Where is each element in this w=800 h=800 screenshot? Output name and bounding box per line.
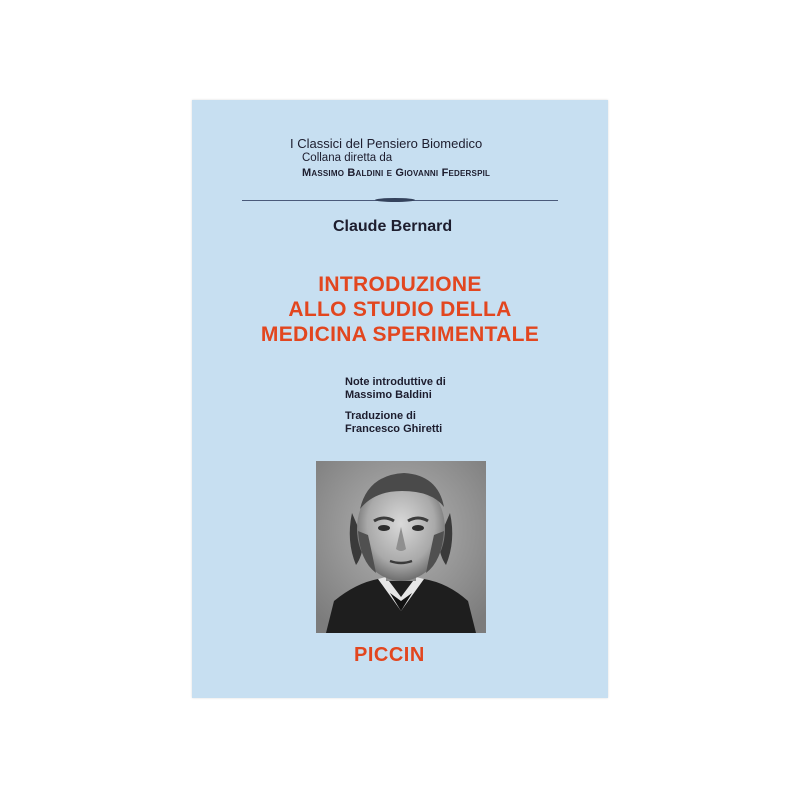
title-line: INTRODUZIONE [318,273,482,296]
book-title [242,272,558,347]
translator-name: Francesco Ghiretti [345,423,443,435]
series-editor-label: Collana diretta da [302,152,393,164]
credits-block [345,376,545,436]
title-line: MEDICINA SPERIMENTALE [260,323,540,346]
book-cover [192,100,608,698]
publisher-logo: PICCIN [354,644,425,666]
notes-label: Note introduttive di [345,376,446,388]
series-block [290,136,530,181]
series-editors: Massimo Baldini e Giovanni Federspil [302,167,491,179]
translation-label: Traduzione di [345,410,416,422]
title-line: ALLO STUDIO DELLA [288,298,512,321]
author-name: Claude Bernard [333,218,453,235]
divider-ornament [375,198,415,202]
series-title: I Classici del Pensiero Biomedico [290,136,483,151]
author-portrait [316,461,486,633]
notes-author: Massimo Baldini [345,389,432,401]
